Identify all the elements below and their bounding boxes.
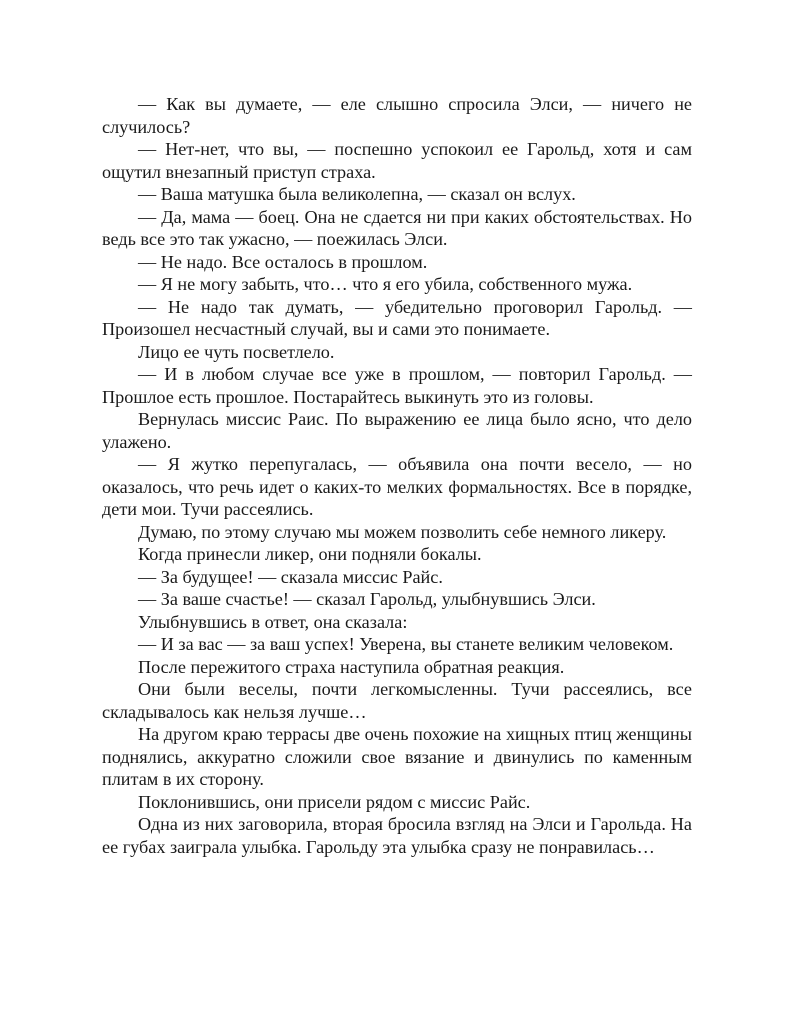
paragraph: Лицо ее чуть посветлело. — [138, 341, 335, 362]
paragraph: — Нет-нет, что вы, — поспешно успокоил ее Гарольд, хотя и сам ощутил внезапный приступ страха. — [102, 139, 692, 182]
paragraph: Вернулась миссис Раис. По выражению ее лица было ясно, что дело улажено. — [102, 409, 692, 452]
paragraph: — Не надо так думать, — убедительно проговорил Гарольд. — Произошел несчастный случай, вы и сами это понимаете. — [102, 296, 692, 339]
paragraph: — И в любом случае все уже в прошлом, — повторил Гарольд. — Прошлое есть прошлое. Постарайтесь выкинуть это из головы. — [102, 364, 692, 407]
paragraph: — Да, мама — боец. Она не сдается ни при каких обстоятельствах. Но ведь все это так ужасно, — поежилась Элси. — [102, 206, 692, 249]
paragraph: — Ваша матушка была великолепна, — сказал он вслух. — [138, 184, 576, 204]
paragraph: Поклонившись, они присели рядом с миссис Райс. — [138, 791, 531, 812]
paragraph: Когда принесли ликер, они подняли бокалы. — [138, 544, 482, 564]
paragraph: На другом краю террасы две очень похожие на хищных птиц женщины поднялись, аккуратно сложили свое вязание и двинулись по каменным плитам в их сторону. — [102, 724, 692, 789]
page-body — [102, 93, 692, 858]
paragraph: — За будущее! — сказала миссис Райс. — [138, 566, 443, 587]
paragraph: Одна из них заговорила, вторая бросила взгляд на Элси и Гарольда. На ее губах заиграла улыбка. Гарольду эта улыбка сразу не понравилась… — [102, 814, 692, 857]
paragraph: — И за вас — за ваш успех! Уверена, вы станете великим человеком. — [138, 634, 674, 654]
paragraph: — Я жутко перепугалась, — объявила она почти весело, — но оказалось, что речь идет о каких-то мелких формальностях. Все в порядке, дети мои. Тучи рассеялись. — [102, 454, 692, 519]
paragraph: После пережитого страха наступила обратная реакция. — [138, 656, 565, 677]
paragraph: Улыбнувшись в ответ, она сказала: — [138, 611, 408, 632]
paragraph: — Я не могу забыть, что… что я его убила, собственного мужа. — [138, 274, 633, 294]
paragraph: Думаю, по этому случаю мы можем позволить себе немного ликеру. — [138, 521, 667, 542]
paragraph: — Не надо. Все осталось в прошлом. — [138, 251, 428, 272]
paragraph: Они были веселы, почти легкомысленны. Тучи рассеялись, все складывалось как нельзя лучше… — [102, 679, 692, 722]
paragraph: — За ваше счастье! — сказал Гарольд, улыбнувшись Элси. — [138, 589, 596, 609]
paragraph: — Как вы думаете, — еле слышно спросила Элси, — ничего не случилось? — [102, 94, 692, 137]
